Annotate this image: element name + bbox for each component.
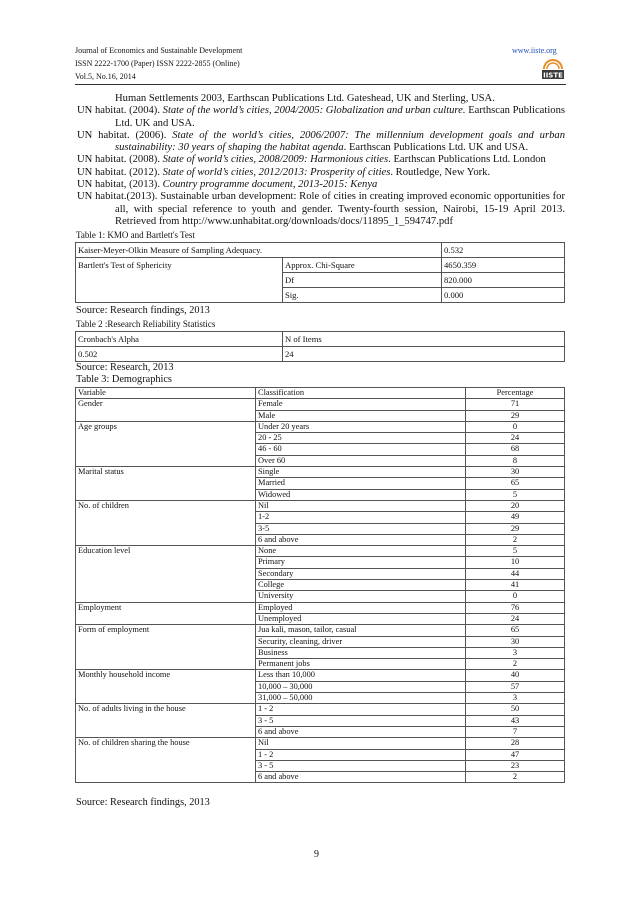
classification-cell: Single [256,467,466,478]
percentage-cell: 43 [466,715,565,726]
percentage-cell: 50 [466,704,565,715]
table-row [76,421,565,432]
classification-cell: 3 - 5 [256,760,466,771]
percentage-cell: 5 [466,546,565,557]
classification-cell: 1 - 2 [256,749,466,760]
percentage-cell: 24 [466,433,565,444]
table1-caption: Table 1: KMO and Bartlett's Test [76,230,195,240]
classification-cell: Widowed [256,489,466,500]
percentage-cell: 76 [466,602,565,613]
table-cell: 0.000 [442,288,565,303]
percentage-cell: 8 [466,455,565,466]
percentage-cell: 40 [466,670,565,681]
classification-cell: Nil [256,500,466,511]
table-row [76,625,565,636]
table-cell: 24 [283,347,565,362]
classification-cell: Business [256,647,466,658]
journal-url-link[interactable]: www.iiste.org [512,46,557,55]
kmo-bartlett-table [75,242,565,303]
volume-line: Vol.5, No.16, 2014 [75,72,136,81]
table-header-cell: N of Items [283,332,565,347]
reference-item: UN habitat. (2008). State of world’s cities, 2008/2009: Harmonious cities. Earthscan Publications Ltd. London [77,154,546,166]
percentage-cell: 41 [466,580,565,591]
percentage-cell: 10 [466,557,565,568]
reference-item: UN habitat. (2012). State of world’s cities, 2012/2013: Prosperity of cities. Routledge, New York. [77,166,491,178]
classification-cell: None [256,546,466,557]
reliability-table [75,331,565,362]
table-row [76,500,565,511]
classification-cell: 46 - 60 [256,444,466,455]
classification-cell: 6 and above [256,534,466,545]
demographics-table [75,387,565,783]
classification-cell: Employed [256,602,466,613]
classification-cell: 1 - 2 [256,704,466,715]
table-header-cell: Variable [76,388,256,399]
reference-item: UN habitat.(2013). Sustainable urban development: Role of cities in creating improved economic opportunities for all, with special reference to youth and gender. Twenty-fourth session, Nairobi, 15-19 April 2013. Retrieved from http://www.unhabitat.org/downloads/docs/11895_1_594747.pdf [77,191,565,227]
percentage-cell: 30 [466,467,565,478]
demographics-body [76,399,565,783]
classification-cell: 1-2 [256,512,466,523]
classification-cell: 6 and above [256,772,466,783]
classification-cell: Jua kali, mason, tailor, casual [256,625,466,636]
percentage-cell: 0 [466,591,565,602]
percentage-cell: 23 [466,760,565,771]
percentage-cell: 29 [466,523,565,534]
classification-cell: 10,000 – 30,000 [256,681,466,692]
table-header-cell: Cronbach's Alpha [76,332,283,347]
logo-text: IISTE [543,71,563,80]
percentage-cell: 65 [466,478,565,489]
percentage-cell: 3 [466,693,565,704]
table-cell: 0.502 [76,347,283,362]
variable-cell: Employment [76,602,256,625]
table-cell: 4650.359 [442,258,565,273]
reference-item: Human Settlements 2003, Earthscan Publications Ltd. Gateshead, UK and Sterling, USA. [115,93,495,104]
kmo-label-cell: Kaiser-Meyer-Olkin Measure of Sampling Adequacy. [76,243,442,258]
percentage-cell: 7 [466,726,565,737]
journal-title: Journal of Economics and Sustainable Development [75,46,243,55]
reference-item: UN habitat, (2013). Country programme document, 2013-2015: Kenya [77,179,378,191]
classification-cell: Nil [256,738,466,749]
variable-cell: Age groups [76,421,256,466]
classification-cell: Under 20 years [256,421,466,432]
percentage-cell: 2 [466,659,565,670]
table3-source: Source: Research findings, 2013 [76,797,210,808]
table-cell: Approx. Chi-Square [283,258,442,273]
iiste-logo [541,57,565,81]
table-row [76,399,565,410]
table-row [76,602,565,613]
classification-cell: Male [256,410,466,421]
classification-cell: Secondary [256,568,466,579]
table-cell: Sig. [283,288,442,303]
percentage-cell: 57 [466,681,565,692]
percentage-cell: 47 [466,749,565,760]
classification-cell: Permanent jobs [256,659,466,670]
percentage-cell: 2 [466,534,565,545]
issn-line: ISSN 2222-1700 (Paper) ISSN 2222-2855 (Online) [75,59,240,68]
page-number: 9 [314,849,319,860]
classification-cell: 3-5 [256,523,466,534]
table-header-cell: Percentage [466,388,565,399]
percentage-cell: 5 [466,489,565,500]
classification-cell: Security, cleaning, driver [256,636,466,647]
classification-cell: 6 and above [256,726,466,737]
table-cell: 820.000 [442,273,565,288]
reference-item: UN habitat. (2004). State of the world’s cities, 2004/2005: Globalization and urban culture. Earthscan Publications Ltd. UK and USA. [77,105,565,129]
classification-cell: Over 60 [256,455,466,466]
percentage-cell: 29 [466,410,565,421]
variable-cell: Education level [76,546,256,602]
percentage-cell: 28 [466,738,565,749]
percentage-cell: 0 [466,421,565,432]
table-header-cell: Classification [256,388,466,399]
percentage-cell: 65 [466,625,565,636]
variable-cell: Marital status [76,467,256,501]
classification-cell: 3 - 5 [256,715,466,726]
classification-cell: University [256,591,466,602]
table3-caption: Table 3: Demographics [76,374,172,385]
classification-cell: Married [256,478,466,489]
classification-cell: Female [256,399,466,410]
percentage-cell: 30 [466,636,565,647]
bartlett-label-cell: Bartlett's Test of Sphericity [76,258,283,303]
header-rule [75,84,566,85]
percentage-cell: 3 [466,647,565,658]
percentage-cell: 49 [466,512,565,523]
table-row [76,467,565,478]
table-row [76,738,565,749]
table2-caption: Table 2 :Research Reliability Statistics [76,319,216,329]
percentage-cell: 44 [466,568,565,579]
percentage-cell: 2 [466,772,565,783]
classification-cell: 31,000 – 50,000 [256,693,466,704]
table-row [76,670,565,681]
table1-source: Source: Research findings, 2013 [76,305,210,316]
percentage-cell: 71 [466,399,565,410]
table2-source: Source: Research, 2013 [76,362,174,373]
classification-cell: Unemployed [256,613,466,624]
table-cell: Df [283,273,442,288]
variable-cell: No. of adults living in the house [76,704,256,738]
variable-cell: Form of employment [76,625,256,670]
reference-item: UN habitat. (2006). State of the world’s cities, 2006/2007: The millennium development goals and urban sustainability: 30 years of shaping the habitat agenda. Earthscan Publications Ltd. UK and USA. [77,129,565,154]
variable-cell: Gender [76,399,256,422]
percentage-cell: 24 [466,613,565,624]
percentage-cell: 68 [466,444,565,455]
table-row [76,704,565,715]
classification-cell: Primary [256,557,466,568]
references-list [77,93,565,228]
kmo-value-cell: 0.532 [442,243,565,258]
variable-cell: No. of children [76,500,256,545]
variable-cell: Monthly household income [76,670,256,704]
variable-cell: No. of children sharing the house [76,738,256,783]
classification-cell: 20 - 25 [256,433,466,444]
classification-cell: Less than 10,000 [256,670,466,681]
classification-cell: College [256,580,466,591]
percentage-cell: 20 [466,500,565,511]
table-row [76,546,565,557]
